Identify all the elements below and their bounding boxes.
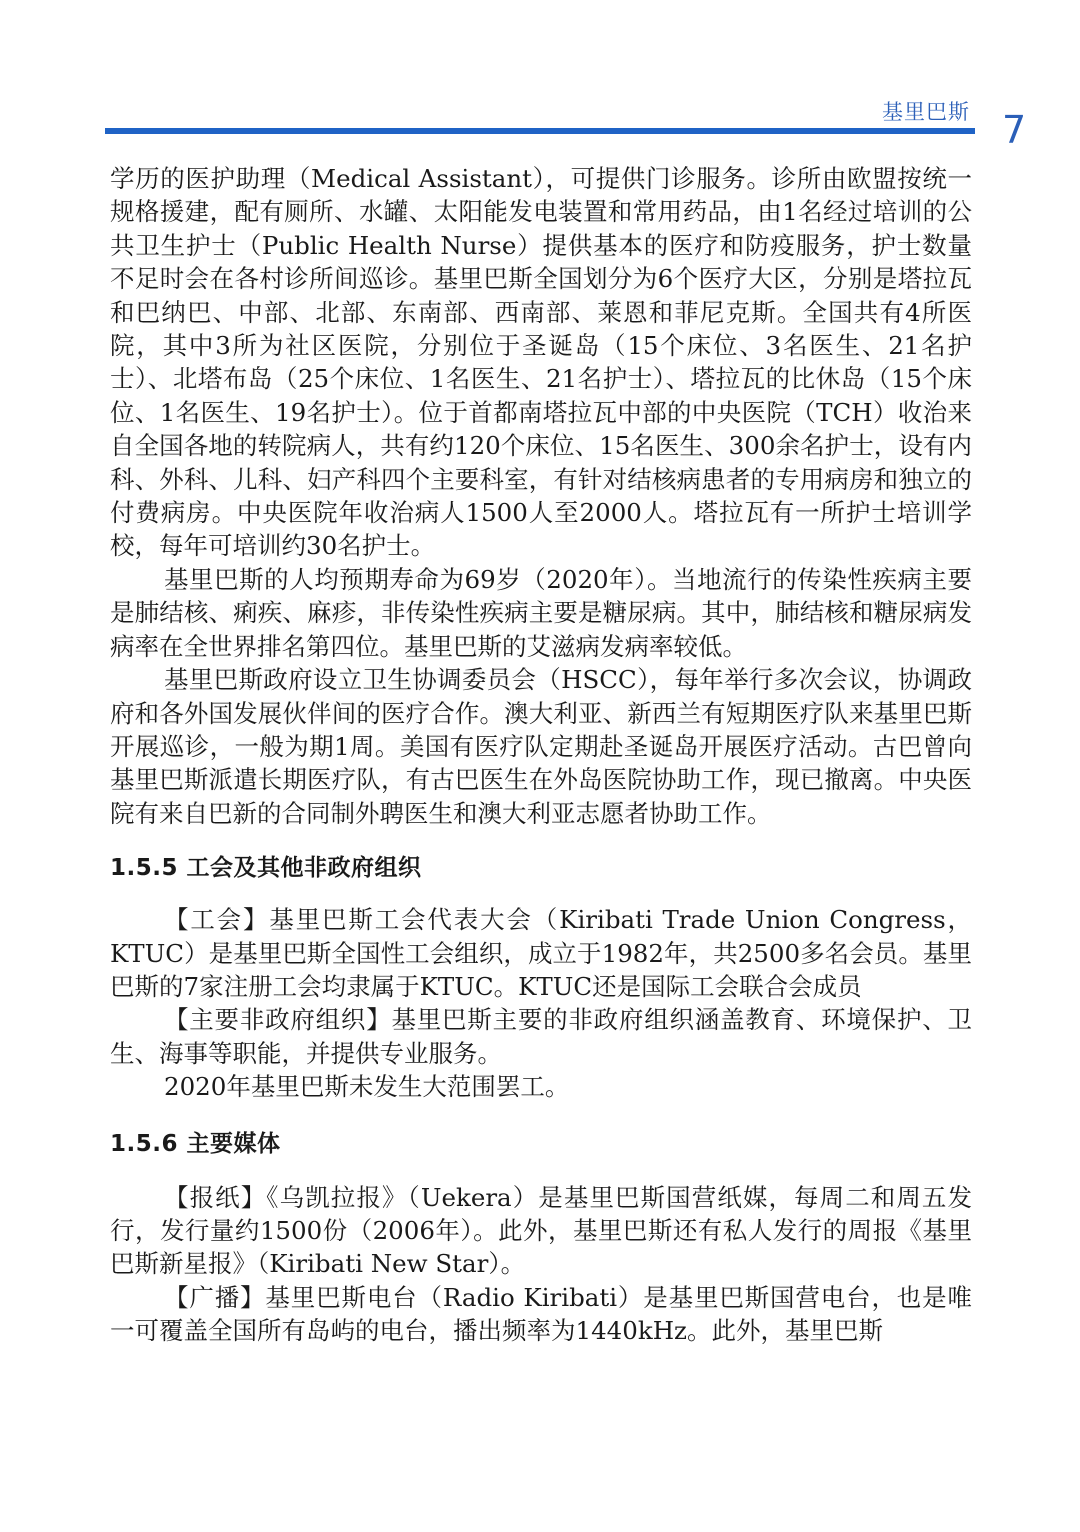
paragraph-ngos: 【主要非政府组织】基里巴斯主要的非政府组织涵盖教育、环境保护、卫生、海事等职能，并提供专业服务。 — [110, 1005, 972, 1068]
section-heading-unions: 1.5.5 工会及其他非政府组织 — [110, 855, 422, 882]
paragraph-strikes: 2020年基里巴斯未发生大范围罢工。 — [164, 1072, 570, 1102]
paragraph-life-expectancy: 基里巴斯的人均预期寿命为69岁（2020年）。当地流行的传染性疾病主要是肺结核、痢疾、麻疹，非传染性疾病主要是糖尿病。其中，肺结核和糖尿病发病率在全世界排名第四位。基里巴斯的艾滋病发病率较低。 — [110, 564, 972, 661]
paragraph-radio: 【广播】基里巴斯电台（Radio Kiribati）是基里巴斯国营电台，也是唯一可覆盖全国所有岛屿的电台，播出频率为1440kHz。此外，基里巴斯 — [110, 1282, 972, 1346]
page-content — [110, 162, 972, 1348]
paragraph-trade-union: 【工会】基里巴斯工会代表大会（Kiribati Trade Union Congress，KTUC）是基里巴斯全国性工会组织，成立于1982年，共2500多名会员。基里巴斯的7家注册工会均隶属于KTUC。KTUC还是国际工会联合会成员 — [110, 905, 972, 1001]
header-rule — [105, 128, 975, 134]
page-number: 7 — [1002, 108, 1027, 152]
paragraph-healthcare-facilities: 学历的医护助理（Medical Assistant），可提供门诊服务。诊所由欧盟按统一规格援建，配有厕所、水罐、太阳能发电装置和常用药品，由1名经过培训的公共卫生护士（Public Health Nurse）提供基本的医疗和防疫服务，护士数量不足时会在各村诊所间巡诊。基里巴斯全国划分为6个医疗大区，分别是塔拉瓦和巴纳巴、中部、北部、东南部、西南部、莱恩和菲尼克斯。全国共有4所医院，其中3所为社区医院，分别位于圣诞岛（15个床位、3名医生、21名护士）、北塔布岛（25个床位、1名医生、21名护士）、塔拉瓦的比休岛（15个床位、1名医生、19名护士）。位于首都南塔拉瓦中部的中央医院（TCH）收治来自全国各地的转院病人，共有约120个床位、15名医生、300余名护士，设有内科、外科、儿科、妇产科四个主要科室，有针对结核病患者的专用病房和独立的付费病房。中央医院年收治病人1500人至2000人。塔拉瓦有一所护士培训学校，每年可培训约30名护士。 — [110, 164, 972, 561]
running-header-title: 基里巴斯 — [882, 100, 970, 124]
paragraph-newspapers: 【报纸】《乌凯拉报》（Uekera）是基里巴斯国营纸媒，每周二和周五发行，发行量约1500份（2006年）。此外，基里巴斯还有私人发行的周报《基里巴斯新星报》（Kiribati New Star）。 — [110, 1182, 972, 1279]
paragraph-health-coordination: 基里巴斯政府设立卫生协调委员会（HSCC），每年举行多次会议，协调政府和各外国发展伙伴间的医疗合作。澳大利亚、新西兰有短期医疗队来基里巴斯开展巡诊，一般为期1周。美国有医疗队定期赴圣诞岛开展医疗活动。古巴曾向基里巴斯派遣长期医疗队，有古巴医生在外岛医院协助工作，现已撤离。中央医院有来自巴新的合同制外聘医生和澳大利亚志愿者协助工作。 — [110, 665, 972, 828]
section-heading-media: 1.5.6 主要媒体 — [110, 1130, 281, 1157]
